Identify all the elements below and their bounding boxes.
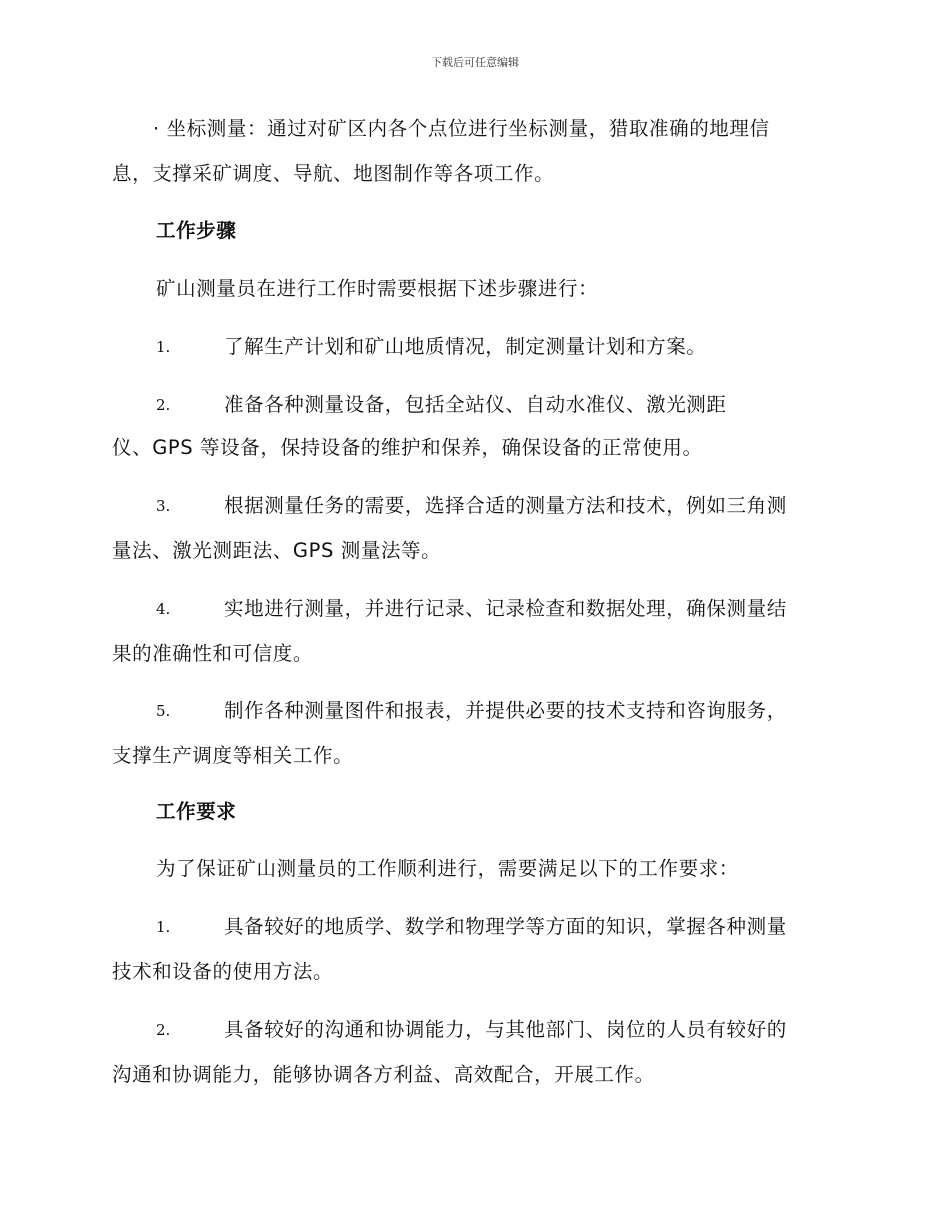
step-text-line-1: 实地进行测量，并进行记录、记录检查和数据处理，确保测量结	[224, 597, 787, 620]
step-text-line-2: 果的准确性和可信度。	[112, 642, 314, 665]
intro-line-2: 息，支撑采矿调度、导航、地图制作等各项工作。	[112, 162, 555, 185]
requirement-text-line-1: 具备较好的沟通和协调能力，与其他部门、岗位的人员有较好的	[224, 1018, 787, 1041]
step-number: 3.	[156, 497, 171, 515]
step-text-line-1: 准备各种测量设备，包括全站仪、自动水准仪、激光测距	[224, 393, 727, 416]
step-text-line-2: 支撑生产调度等相关工作。	[112, 744, 354, 767]
step-number: 2.	[156, 396, 171, 414]
requirements-heading: 工作要求	[156, 800, 237, 823]
step-text-line-1: 了解生产计划和矿山地质情况，制定测量计划和方案。	[224, 335, 707, 358]
steps-lead: 矿山测量员在进行工作时需要根据下述步骤进行：	[156, 277, 599, 300]
requirement-number: 1.	[156, 918, 171, 936]
step-text-line-1: 根据测量任务的需要，选择合适的测量方法和技术，例如三角测	[224, 494, 787, 517]
requirement-text-line-2: 技术和设备的使用方法。	[112, 960, 334, 983]
step-text-line-2: 量法、激光测距法、GPS 测量法等。	[112, 539, 442, 562]
page-header: 下载后可任意编辑	[431, 56, 519, 69]
step-number: 5.	[156, 702, 171, 720]
requirement-number: 2.	[156, 1021, 171, 1039]
requirement-text-line-1: 具备较好的地质学、数学和物理学等方面的知识，掌握各种测量	[224, 915, 787, 938]
step-text-line-2: 仪、GPS 等设备，保持设备的维护和保养，确保设备的正常使用。	[112, 436, 703, 459]
intro-line-1: · 坐标测量：通过对矿区内各个点位进行坐标测量，猎取准确的地理信	[153, 117, 770, 140]
requirement-text-line-2: 沟通和协调能力，能够协调各方利益、高效配合，开展工作。	[112, 1063, 655, 1086]
steps-heading: 工作步骤	[156, 219, 237, 242]
step-text-line-1: 制作各种测量图件和报表，并提供必要的技术支持和咨询服务，	[224, 699, 787, 722]
requirements-lead: 为了保证矿山测量员的工作顺利进行，需要满足以下的工作要求：	[156, 857, 739, 880]
step-number: 1.	[156, 338, 171, 356]
step-number: 4.	[156, 600, 171, 618]
